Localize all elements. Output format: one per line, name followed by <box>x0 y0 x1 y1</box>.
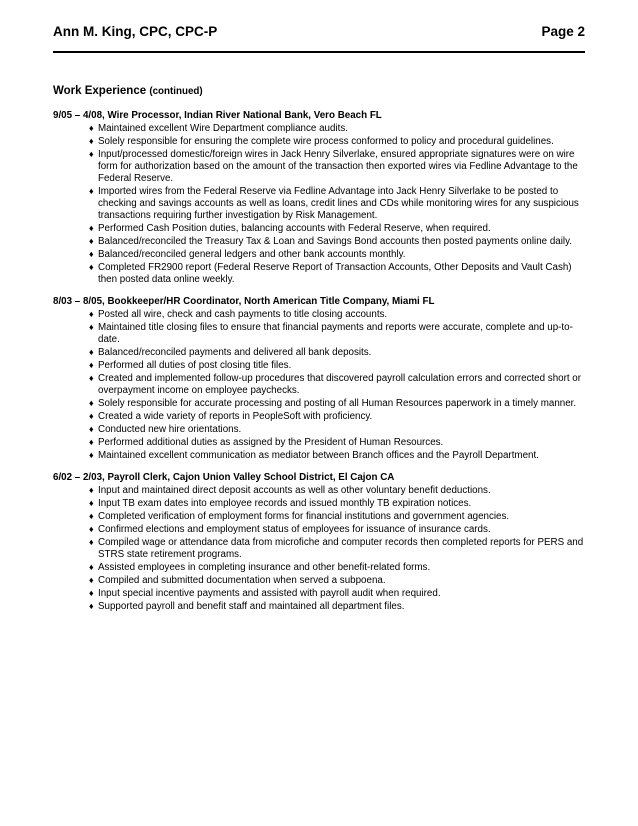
section-title <box>53 84 585 99</box>
job-bullet <box>89 536 585 561</box>
job-bullet <box>89 423 585 436</box>
job-bullet <box>89 122 585 135</box>
job-entry <box>53 472 585 613</box>
job-bullet <box>89 222 585 235</box>
job-bullet-text: Compiled and submitted documentation when served a subpoena. <box>98 575 386 586</box>
job-bullet-list <box>53 308 585 462</box>
diamond-bullet-icon: ♦ <box>89 498 94 508</box>
job-bullet <box>89 410 585 423</box>
job-bullet <box>89 372 585 397</box>
job-list <box>53 110 585 613</box>
diamond-bullet-icon: ♦ <box>89 398 94 408</box>
section-continued-label: (continued) <box>149 86 203 97</box>
job-bullet-text: Created a wide variety of reports in PeopleSoft with proficiency. <box>98 411 373 422</box>
diamond-bullet-icon: ♦ <box>89 186 94 196</box>
job-entry <box>53 296 585 462</box>
job-bullet-text: Performed Cash Position duties, balancing accounts with Federal Reserve, when required. <box>98 223 491 234</box>
job-bullet-text: Supported payroll and benefit staff and maintained all department files. <box>98 601 405 612</box>
job-bullet <box>89 135 585 148</box>
job-bullet-text: Conducted new hire orientations. <box>98 424 242 435</box>
job-bullet-text: Confirmed elections and employment status of employees for issuance of insurance cards. <box>98 524 491 535</box>
author-name: Ann M. King, CPC, CPC-P <box>53 24 218 39</box>
diamond-bullet-icon: ♦ <box>89 223 94 233</box>
job-bullet-text: Performed additional duties as assigned by the President of Human Resources. <box>98 437 444 448</box>
job-bullet-text: Assisted employees in completing insurance and other benefit-related forms. <box>98 562 431 573</box>
diamond-bullet-icon: ♦ <box>89 149 94 159</box>
job-bullet-text: Imported wires from the Federal Reserve via Fedline Advantage into Jack Henry Silverlake to be posted to checking and savings accounts as well as loans, credit lines and CDs while monitoring wires for any suspicious transactions requiring further investigation by Risk Management. <box>98 186 579 221</box>
diamond-bullet-icon: ♦ <box>89 588 94 598</box>
header-divider <box>53 51 585 53</box>
job-bullet-text: Input and maintained direct deposit accounts as well as other voluntary benefit deductions. <box>98 485 491 496</box>
diamond-bullet-icon: ♦ <box>89 562 94 572</box>
diamond-bullet-icon: ♦ <box>89 511 94 521</box>
diamond-bullet-icon: ♦ <box>89 347 94 357</box>
job-bullet-list <box>53 484 585 613</box>
job-bullet-text: Maintained excellent Wire Department compliance audits. <box>98 123 348 134</box>
job-bullet-text: Solely responsible for accurate processing and posting of all Human Resources paperwork in a timely manner. <box>98 398 577 409</box>
diamond-bullet-icon: ♦ <box>89 262 94 272</box>
job-title: 9/05 – 4/08, Wire Processor, Indian River National Bank, Vero Beach FL <box>53 110 382 121</box>
job-bullet <box>89 600 585 613</box>
job-bullet <box>89 346 585 359</box>
diamond-bullet-icon: ♦ <box>89 309 94 319</box>
job-bullet-text: Balanced/reconciled the Treasury Tax & Loan and Savings Bond accounts then posted payments online daily. <box>98 236 573 247</box>
diamond-bullet-icon: ♦ <box>89 236 94 246</box>
job-bullet-text: Compiled wage or attendance data from microfiche and computer records then completed reports for PERS and STRS state retirement programs. <box>98 537 584 560</box>
job-entry <box>53 110 585 286</box>
diamond-bullet-icon: ♦ <box>89 601 94 611</box>
diamond-bullet-icon: ♦ <box>89 575 94 585</box>
diamond-bullet-icon: ♦ <box>89 322 94 332</box>
job-bullet <box>89 359 585 372</box>
job-bullet-text: Balanced/reconciled payments and delivered all bank deposits. <box>98 347 372 358</box>
job-bullet-text: Completed FR2900 report (Federal Reserve Report of Transaction Accounts, Other Deposits and Vault Cash) then posted data online weekly. <box>98 262 572 285</box>
job-bullet <box>89 497 585 510</box>
job-bullet-text: Posted all wire, check and cash payments to title closing accounts. <box>98 309 388 320</box>
job-bullet <box>89 587 585 600</box>
job-bullet-text: Solely responsible for ensuring the complete wire process conformed to policy and procedural guidelines. <box>98 136 554 147</box>
job-bullet <box>89 308 585 321</box>
job-bullet <box>89 449 585 462</box>
job-bullet <box>89 235 585 248</box>
job-bullet-text: Maintained excellent communication as mediator between Branch offices and the Payroll Department. <box>98 450 539 461</box>
page-number: Page 2 <box>541 24 585 39</box>
diamond-bullet-icon: ♦ <box>89 136 94 146</box>
diamond-bullet-icon: ♦ <box>89 450 94 460</box>
job-bullet <box>89 510 585 523</box>
job-bullet <box>89 148 585 185</box>
job-bullet <box>89 321 585 346</box>
section-title-text: Work Experience <box>53 85 147 97</box>
job-bullet-list <box>53 122 585 286</box>
job-bullet <box>89 436 585 449</box>
job-bullet <box>89 484 585 497</box>
job-bullet <box>89 523 585 536</box>
job-title: 6/02 – 2/03, Payroll Clerk, Cajon Union Valley School District, El Cajon CA <box>53 472 395 483</box>
job-bullet-text: Input special incentive payments and assisted with payroll audit when required. <box>98 588 441 599</box>
diamond-bullet-icon: ♦ <box>89 524 94 534</box>
job-bullet <box>89 397 585 410</box>
diamond-bullet-icon: ♦ <box>89 373 94 383</box>
diamond-bullet-icon: ♦ <box>89 123 94 133</box>
page-header <box>53 24 585 40</box>
diamond-bullet-icon: ♦ <box>89 249 94 259</box>
job-bullet-text: Performed all duties of post closing title files. <box>98 360 292 371</box>
job-bullet <box>89 185 585 222</box>
resume-body <box>53 84 585 623</box>
diamond-bullet-icon: ♦ <box>89 411 94 421</box>
diamond-bullet-icon: ♦ <box>89 360 94 370</box>
diamond-bullet-icon: ♦ <box>89 537 94 547</box>
job-bullet-text: Balanced/reconciled general ledgers and other bank accounts monthly. <box>98 249 406 260</box>
job-bullet-text: Created and implemented follow-up procedures that discovered payroll calculation errors and corrected short or overpayment income on employee paychecks. <box>98 373 582 396</box>
job-bullet <box>89 561 585 574</box>
diamond-bullet-icon: ♦ <box>89 437 94 447</box>
job-bullet-text: Input/processed domestic/foreign wires in Jack Henry Silverlake, ensured appropriate signatures were on wire form for authorization based on the amount of the transaction then exported wires via Fedline Advantage to the Federal Reserve. <box>98 149 578 184</box>
job-bullet-text: Input TB exam dates into employee records and issued monthly TB expiration notices. <box>98 498 472 509</box>
job-bullet-text: Completed verification of employment forms for financial institutions and government agencies. <box>98 511 510 522</box>
job-title: 8/03 – 8/05, Bookkeeper/HR Coordinator, North American Title Company, Miami FL <box>53 296 435 307</box>
diamond-bullet-icon: ♦ <box>89 424 94 434</box>
diamond-bullet-icon: ♦ <box>89 485 94 495</box>
job-bullet-text: Maintained title closing files to ensure that financial payments and reports were accurate, complete and up-to-date. <box>98 322 573 345</box>
job-bullet <box>89 574 585 587</box>
job-bullet <box>89 248 585 261</box>
job-bullet <box>89 261 585 286</box>
